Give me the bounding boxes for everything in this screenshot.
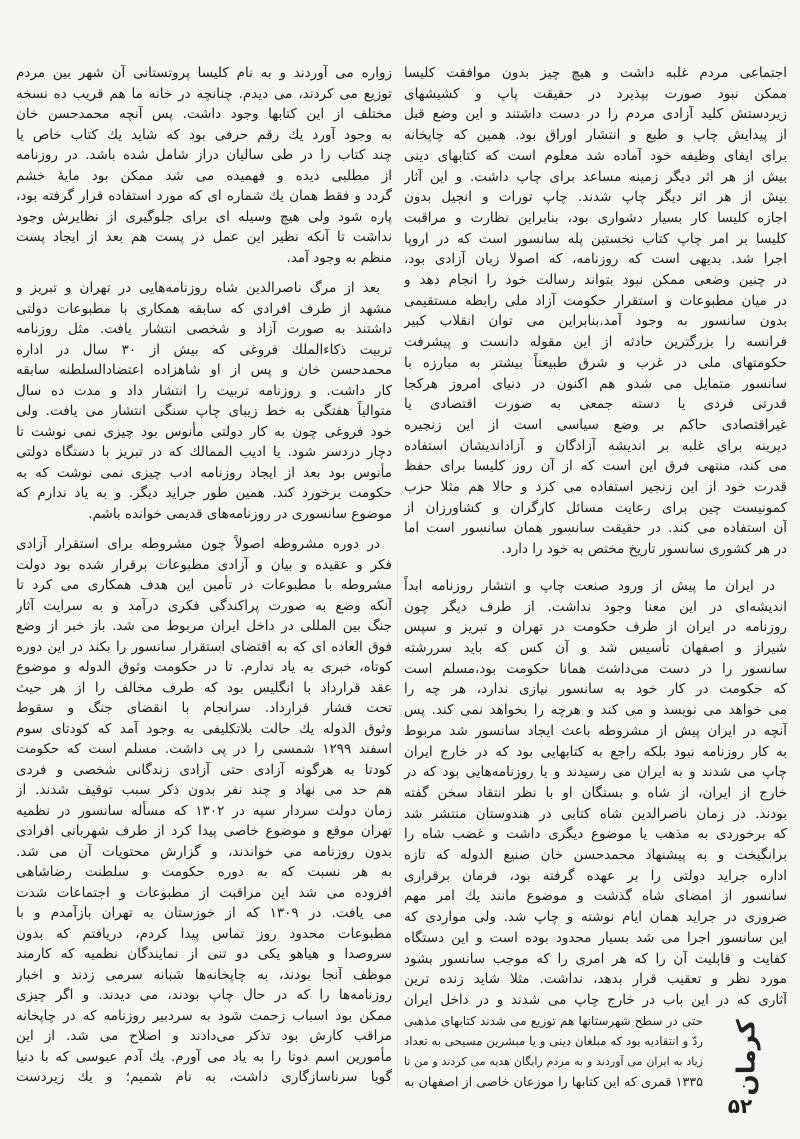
text-line: اندیشه‌ای در این معنا وجود نداشت. از طرف دیگر چون — [404, 598, 787, 615]
text-line: کودتا به هرگونه آزادی حتی آزادی زندگانی شخصی و فردی — [16, 761, 392, 778]
text-line: زیردستش کلید آزادی مردم را در دست داشتند و این وضع قبل — [404, 106, 787, 123]
text-line: سانسور از امضای شاه گذشت و موضوع مانند یك امر مهم — [404, 888, 787, 905]
text-line: موضوع سانسوری در روزنامه‌های قدیمی خوانده باشم. — [88, 505, 392, 522]
text-line: اداره جراید دولتی را بر عهده گرفته بود، فرمان برقراری — [404, 867, 787, 884]
text-line: سانسور متمایل می شدو هم اکنون در دنیای امروز هرکجا — [404, 375, 787, 392]
text-line: افزوده می شد این مراقبت از مطبوعات و اجتماعات شدت — [16, 884, 392, 901]
text-line: مأنوس بود بعد از ایجاد روزنامه ادب چیزی نمی نوشت که به — [16, 464, 392, 481]
text-line: خارج از ایران، از شاه و بستگان او با نظر انتقاد سخن گفته — [404, 784, 787, 801]
text-line: آنکه وضع به صورت پراکندگی فکری درآمد و به سرایت آثار — [16, 597, 392, 614]
text-line: مأمورین اسم دوتا را به یاد می آورم. یك آدم عبوسی که با دنیا — [16, 1048, 392, 1065]
text-line: محمدحسن خان و پس از او شاهزاده اعتضادالسلطنه سابقه — [16, 362, 392, 378]
text-line: زیاد به ایران می آوردند و به مردم رایگان هدیه می کردند و من تا — [404, 1055, 703, 1069]
text-line: بیش از هر اثر دیگر زمینه مساعد برای چاپ داشت. و این آثار — [404, 168, 787, 185]
text-line: می خواهد می نویسد و می کند و هرچه را بخواهد نمی کند. پس — [404, 702, 787, 719]
text-line: متوالیاً هفتگی به خط زیبای چاپ سنگی انتشار می یافت. ولی — [16, 403, 392, 419]
text-line: هم حد می نهاد و چند نفر بدون ذکر سبب توقیف شدند. از — [16, 782, 392, 798]
text-line: ۱۳۳۵ قمری که این کتابها را موزعان خاصی از اصفهان به — [404, 1074, 703, 1090]
text-line: سروصدا و هیاهو یکی دو تنی از نمایندگان نظمیه که کارمند — [16, 946, 392, 962]
paragraph — [404, 63, 787, 560]
text-line: توزیع می کردند، می دیدم. چنانچه در خانه ما هم قریب ده نسخه — [16, 85, 392, 102]
text-line: روزنامه در ایران از طرف حکومت در تهران و تبریز و سپس — [404, 619, 787, 636]
text-line: از مطلبی دیده و فهمیده می شد ممکن بود مایهٔ خشم — [16, 167, 392, 184]
text-line: گویا سرناسازگاری داشت، به نام شمیم؛ و یك زیردست — [16, 1069, 392, 1085]
text-line: شیراز و اصفهان تأسیس شد و آن کس که باید سررشته — [404, 639, 787, 656]
text-line: به کار روزنامه نبود بلکه راجع به کتابهایی بود که در خارج ایران — [404, 743, 787, 760]
paragraph — [16, 278, 392, 524]
paragraph — [16, 63, 392, 268]
text-line: ردّ و انتقادیه بود که مبلغان دینی و یا مبشرین مسیحی به تعداد — [404, 1034, 703, 1049]
text-line: کلیسا بر امر چاپ کتاب نخستین پله سانسور است که در اروپا — [404, 230, 787, 247]
text-line: دچار دردسر شود. یا ادیب الممالك که در تبریز با دستگاه دولتی — [16, 444, 392, 460]
text-line: می یافت. در ۱۳۰۹ که از خوزستان به تهران بازآمدم و با — [16, 905, 392, 921]
text-line: موظف آنجا بودند، به چاپخانه‌ها شبانه سرمی زدند و اخبار — [16, 966, 392, 983]
text-line: حکومت برخورد کند. همین طور جراید دیگر. و به یاد ندارم که — [16, 485, 392, 501]
text-line: قدرتی فردی یا دسته جمعی به صورت اقتصادی یا — [404, 396, 787, 413]
text-line: بدون روزنامه می خواندند، و گزارش محتویات آن می شد. — [16, 843, 392, 860]
text-line: مراقب کارش بود تذکر می‌دادند و اصلاح می شد. از این — [16, 1028, 392, 1044]
text-line: فوق العاده ای که به اقتضای استقرار سانسور را بکند در این دوره — [16, 638, 392, 655]
text-line: به هر نسبت که به دوره حکومت و سلطنت رضاشاهی — [16, 864, 392, 880]
paragraph — [16, 534, 392, 1088]
left-text-column — [16, 63, 392, 1088]
right-text-column — [404, 63, 787, 1096]
text-line: منظم به وجود آمد. — [286, 249, 392, 266]
text-line: خود فروغی چون به کار دولتی مأنوس بود چیزی نمی نوشت تا — [16, 423, 392, 440]
text-line: بیش از هر اثر دیگر چاپ شدند. چاپ تورات و انجیل بدون — [404, 189, 787, 206]
text-line: داشتند به صورت آزاد و شخصی انتشار یافت. مثل روزنامه — [16, 321, 392, 337]
text-line: گردد و فقط همان یك شماره ای که مورد استفاده قرار گرفته بود، — [16, 188, 392, 204]
text-line: آن استفاده می کند. در حقیقت سانسور همان سانسور است اما — [404, 520, 787, 537]
text-line: در میان مطبوعات و استقرار حکومت آزاد ملی رابطه مستقیمی — [404, 292, 787, 309]
text-line: آثاری که در این باب در خارج چاپ می شدند و در داخل ایران — [404, 991, 787, 1008]
text-line: مشروطه با مطبوعات در تأمین این هدف همکاری می کرد تا — [16, 577, 392, 593]
text-line: جنگ بین المللی در داخل ایران مربوط می شد. باز خبر از وضع — [16, 618, 392, 634]
text-line: اسفند ۱۲۹۹ شمسی را در پی داشت. مسلم است که حکومت — [16, 741, 392, 757]
text-line: زواره می آوردند و به نام کلیسا پروتستانی آن شهر بین مردم — [16, 65, 392, 81]
text-line: مشهد از طرف افرادی که سابقه همکاری با مطبوعات دولتی — [16, 300, 392, 317]
text-line: اجرا شد. بدیهی است که روزنامه، که اصولا زبان آزادی بود، — [404, 251, 787, 268]
text-line: برانگیخت و به پیشنهاد محمدحسن خان صنیع الدوله که تازه — [404, 847, 787, 864]
text-line: مورد نظر و تعقیب قرار بدهد، نداشت. مثلا شاید زنده ترین — [404, 971, 787, 988]
text-line: ممکن نبود صورت بپذیرد در حقیقت پاپ و کشیشهای — [404, 85, 787, 102]
text-line: اجازه کلیسا کار بسیار دشواری بود، بنابراین نظارت و مراقبت — [404, 209, 787, 226]
text-line: که حکومت در کار خود به سانسور نیازی ندارد، هر چه را — [404, 681, 787, 698]
text-line: کوتاه، خبری به یاد ندارم. تا در حکومت وثوق الدوله و موضوع — [16, 659, 392, 675]
text-line: کفایت و قابلیت آن را که هر امری را که موجب سانسور بشود — [404, 950, 787, 967]
text-line: بدون سانسور به وجود آمد.بنابراین می توان انقلاب کبیر — [404, 313, 787, 330]
logo-lettering: کرمان — [731, 1018, 761, 1096]
text-line: مطبوعات محدود روز تماس پیدا کردم، دریافتم که بدون — [16, 925, 392, 942]
text-line: چاپ می شدند و به ایران می رسیدند و یا روزنامه‌هایی بود که در — [404, 764, 787, 781]
page-number: ۵۲ — [727, 1094, 753, 1118]
text-line: از پیدایش چاپ و طبع و انتشار اوراق بود. همین که چاپخانه — [404, 127, 787, 144]
text-line: تربیت ذکاءالملك فروغی که بیش از ۳۰ سال در اداره — [16, 341, 392, 358]
text-line: زمان دولت سردار سپه در ۱۳۰۲ که مسأله سانسور در نظمیه — [16, 802, 392, 819]
text-line: دیرینه برای غلبه بر اندیشه آزادگان و آزاداندیشان استفاده — [404, 437, 787, 454]
text-line: تحت فشار قرارداد. سرانجام با انقضای جنگ و سقوط — [16, 700, 392, 716]
text-line: آنچه در ایران پیش از مشروطه باعث ایجاد سانسور شد مربوط — [404, 722, 787, 739]
text-line: روزنامه‌ها را که در حال چاپ بودند، می دیدند. و اگر چیزی — [16, 987, 392, 1003]
text-line: حتی در سطح شهرستانها هم توزیع می شدند کتابهای مذهبی — [404, 1013, 703, 1028]
column-divider — [397, 560, 398, 1088]
text-line: به وجود آورد یك رقم حرفی بود که شاید یك کتاب خاص یا — [16, 126, 392, 143]
text-line: در هر کشوری سانسور تاریخ مختص به خود را دارد. — [501, 541, 787, 558]
text-line: می کند، منتهی فرق این است که از آن روز کلیسا برای حفظ — [404, 458, 787, 475]
text-line: قدرت خود از این زنجیر استفاده می کرد و حالا هم مثلا حزب — [404, 479, 787, 496]
text-line: ضروری در جراید همان ایام نوشته و چاپ شد. ولی مواردی که — [404, 909, 787, 926]
text-line: پاره شود ولی هیچ وسیله ای برای جلوگیری از نظایرش وجود — [16, 208, 392, 225]
magazine-logo — [716, 1020, 776, 1094]
text-line: در ایران ما پیش از ورود صنعت چاپ و انتشار روزنامه ابداً — [404, 577, 775, 594]
text-line: کار داشت. و روزنامه تربیت را انتشار داد و مدت ده سال — [16, 382, 392, 399]
text-line: برای ایفای وظیفه خود آماده شد معلوم است که کتابهای دینی — [404, 147, 787, 164]
text-line: عقد قرارداد با انگلیس بود که طرف مخالف را از هر حیث — [16, 679, 392, 696]
text-line: سانسور را در دست می‌داشت همانا حکومت بود،مسلم است — [404, 660, 787, 677]
text-line: در دوره مشروطه اصولاً چون مشروطه برای استقرار آزادی — [16, 536, 380, 552]
text-line: حکومتهای ملی در غرب و شرق طبیعتاً بیشتر به مبارزه با — [404, 354, 787, 371]
text-line: این سانسور اجرا می شد بسیار محدود بوده است و این دستگاه — [404, 929, 787, 946]
text-line: فکر و عقیده و بیان و آزادی مطبوعات برقرار شده بود دولت — [16, 556, 392, 573]
text-line: فرانسه را بزرگترین حادثه از این مقوله دانست و پیشرفت — [404, 334, 787, 351]
text-line: وثوق الدوله یك حالت بلاتکلیفی به وجود آمد که کودتای سوم — [16, 720, 392, 737]
text-line: نداشت تا آنکه نظیر این عمل در پست هم بعد از ایجاد پست — [16, 229, 392, 245]
text-line: کمونیست چین برای رعایت مسائل کارگران و کشاورزان از — [404, 499, 787, 516]
text-line: مختلف از این کتابها وجود داشت. پس آنچه محمدحسن خان — [16, 106, 392, 122]
text-line: بودند. در زمان ناصرالدین شاه کتابی در هندوستان منتشر شد — [404, 805, 787, 822]
text-line: در چنین وضعی ممکن نبود بتواند رسالت خود را انجام دهد و — [404, 272, 787, 289]
text-line: تهران موقع و موضوع خاصی پیدا کرد از طرف شهربانی افرادی — [16, 823, 392, 839]
text-line: بعد از مرگ ناصرالدین شاه روزنامه‌هایی در تهران و تبریز و — [16, 280, 380, 296]
text-line: غیراقتصادی حاکم بر وضع سیاسی است از این زنجیره — [404, 416, 787, 433]
text-line: چند کتاب را در طی سالیان دراز شامل شده باشد. در روزنامه — [16, 147, 392, 163]
text-line: که برخوردی به مذهب یا موضوع دیگری داشت و غضب شاه را — [404, 826, 787, 843]
paragraph — [404, 576, 787, 1094]
text-line: اجتماعی مردم غلبه داشت و هیچ چیز بدون موافقت کلیسا — [404, 65, 787, 81]
text-line: ممکن بود اسباب زحمت شود به سردبیر روزنامه که در چاپخانه — [16, 1007, 392, 1024]
